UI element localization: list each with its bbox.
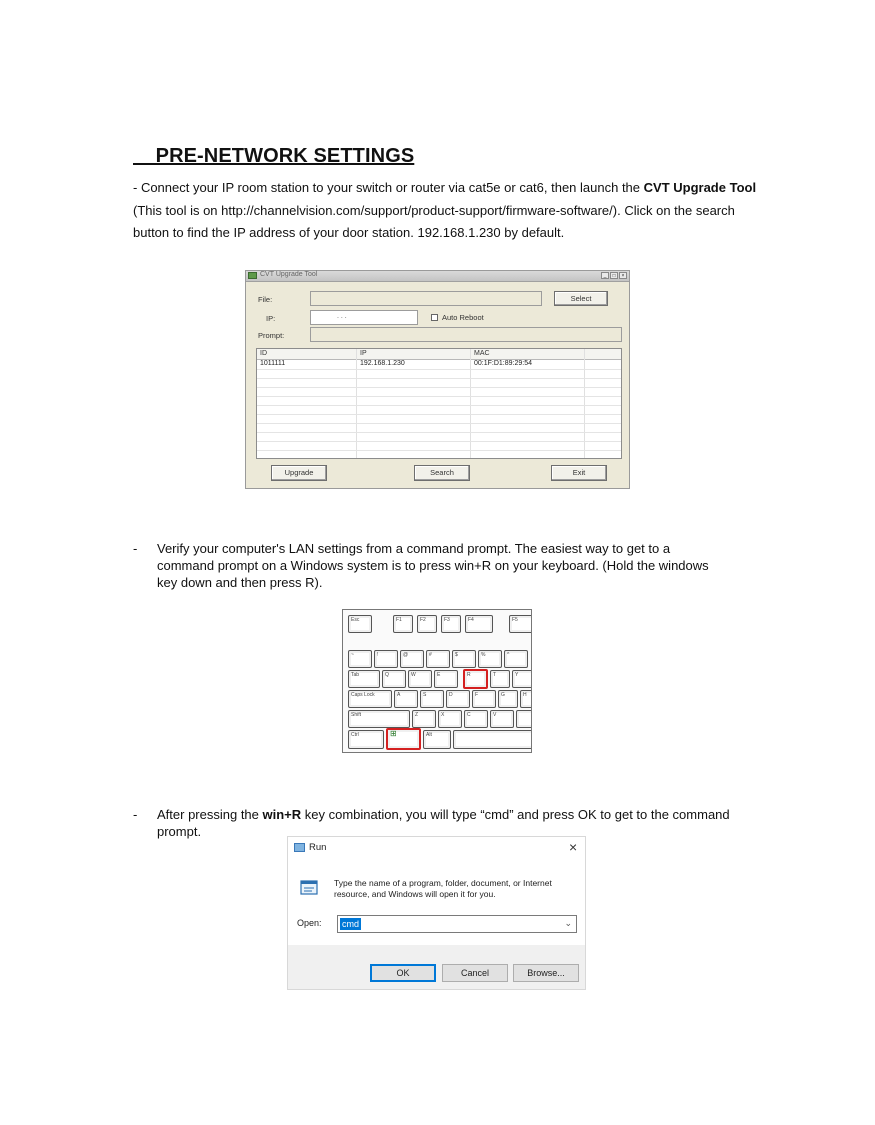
- close-icon[interactable]: ×: [569, 839, 578, 855]
- file-label: File:: [258, 295, 273, 304]
- key-h: H: [520, 690, 532, 708]
- table-header: [257, 349, 621, 360]
- step2-dash: -: [133, 541, 138, 556]
- run-program-icon: [299, 879, 319, 897]
- intro-tool-name: CVT Upgrade Tool: [643, 180, 757, 195]
- keyboard-image: [342, 609, 532, 753]
- step3-suffix: key combination, you will type “cmd” and press OK to get to the command prompt.: [157, 807, 730, 839]
- intro-paragraph: [133, 177, 773, 245]
- key-4: $: [452, 650, 476, 668]
- device-table[interactable]: [256, 348, 622, 459]
- key-ctrl: Ctrl: [348, 730, 384, 749]
- key-c: C: [464, 710, 488, 728]
- page-title: PRE-NETWORK SETTINGS: [133, 145, 415, 167]
- column-header-extra: [585, 349, 622, 359]
- key-2: @: [400, 650, 424, 668]
- key-3: #: [426, 650, 450, 668]
- run-description: Type the name of a program, folder, document, or Internet resource, and Windows will open it for you.: [334, 878, 552, 899]
- key-t: T: [490, 670, 510, 688]
- key-q: Q: [382, 670, 406, 688]
- intro-suffix: (This tool is on http://channelvision.com/support/product-support/firmware-software/). Click on the search button to find the IP address of your door station. 192.168.1.230 by default.: [133, 202, 735, 240]
- upgrade-button[interactable]: Upgrade: [271, 465, 327, 481]
- key-shift: Shift: [348, 710, 410, 728]
- cancel-button[interactable]: Cancel: [442, 964, 508, 982]
- ip-address-field[interactable]: [310, 310, 418, 325]
- key-f2: F2: [417, 615, 437, 633]
- key-a: A: [394, 690, 418, 708]
- ok-button[interactable]: OK: [370, 964, 436, 982]
- key-tab: Tab: [348, 670, 380, 688]
- key-w: W: [408, 670, 432, 688]
- open-label: Open:: [297, 918, 322, 928]
- ip-dots: . . .: [337, 313, 347, 320]
- key-g: G: [498, 690, 518, 708]
- open-input[interactable]: [337, 915, 577, 933]
- cvt-title: CVT Upgrade Tool: [260, 271, 318, 278]
- key-x: X: [438, 710, 462, 728]
- key-alt: Alt: [423, 730, 451, 749]
- key-caps-lock: Caps Lock: [348, 690, 392, 708]
- run-title: Run: [309, 842, 327, 853]
- cvt-upgrade-tool-window: [245, 270, 630, 489]
- step3-text: [157, 806, 757, 840]
- auto-reboot-checkbox[interactable]: [431, 314, 438, 321]
- key-windows-highlighted: ⊞: [386, 728, 421, 750]
- key-1: !: [374, 650, 398, 668]
- key-s: S: [420, 690, 444, 708]
- step3-dash: -: [133, 807, 138, 822]
- intro-prefix: - Connect your IP room station to your switch or router via cat5e or cat6, then launch the: [133, 180, 644, 195]
- step3-key-combo: win+R: [262, 807, 302, 822]
- file-field[interactable]: [310, 291, 542, 306]
- key-6: ^: [504, 650, 528, 668]
- app-icon: [248, 272, 257, 279]
- column-header-ip[interactable]: IP: [357, 349, 471, 359]
- run-app-icon: [294, 843, 305, 852]
- key-e: E: [434, 670, 458, 688]
- key-z: Z: [412, 710, 436, 728]
- key-esc: Esc: [348, 615, 372, 633]
- key-y: Y: [512, 670, 532, 688]
- key-5: %: [478, 650, 502, 668]
- cell-id: 1011111: [260, 360, 286, 367]
- cvt-titlebar: [246, 271, 629, 282]
- exit-button[interactable]: Exit: [551, 465, 607, 481]
- open-input-value: cmd: [342, 919, 360, 929]
- column-header-mac[interactable]: MAC: [471, 349, 585, 359]
- run-dialog: [287, 836, 586, 990]
- key-r-highlighted: R: [463, 669, 488, 689]
- key-b: [516, 710, 532, 728]
- key-f: F: [472, 690, 496, 708]
- key-space: [453, 730, 532, 749]
- browse-button[interactable]: Browse...: [513, 964, 579, 982]
- column-header-id[interactable]: ID: [257, 349, 357, 359]
- key-f3: F3: [441, 615, 461, 633]
- minimize-button[interactable]: _: [601, 272, 609, 279]
- key-f4: F4: [465, 615, 493, 633]
- step3-prefix: After pressing the: [157, 807, 263, 822]
- select-button[interactable]: Select: [554, 291, 608, 306]
- search-button[interactable]: Search: [414, 465, 470, 481]
- key-v: V: [490, 710, 514, 728]
- prompt-field: [310, 327, 622, 342]
- maximize-button[interactable]: □: [610, 272, 618, 279]
- chevron-down-icon[interactable]: ⌄: [564, 918, 572, 928]
- step2-text: Verify your computer's LAN settings from a command prompt. The easiest way to get to a command prompt on a Windows system is to press win+R on your keyboard. (Hold the windows key down and then press R).: [157, 541, 709, 590]
- ip-label: IP:: [266, 314, 276, 323]
- key-f5: F5: [509, 615, 532, 633]
- prompt-label: Prompt:: [258, 331, 285, 340]
- key-d: D: [446, 690, 470, 708]
- auto-reboot-label: Auto Reboot: [442, 313, 484, 322]
- cell-ip: 192.168.1.230: [360, 360, 405, 367]
- key-tilde: ~: [348, 650, 372, 668]
- close-button[interactable]: ×: [619, 272, 627, 279]
- cell-mac: 00:1F:D1:89:29:54: [474, 360, 532, 367]
- key-f1: F1: [393, 615, 413, 633]
